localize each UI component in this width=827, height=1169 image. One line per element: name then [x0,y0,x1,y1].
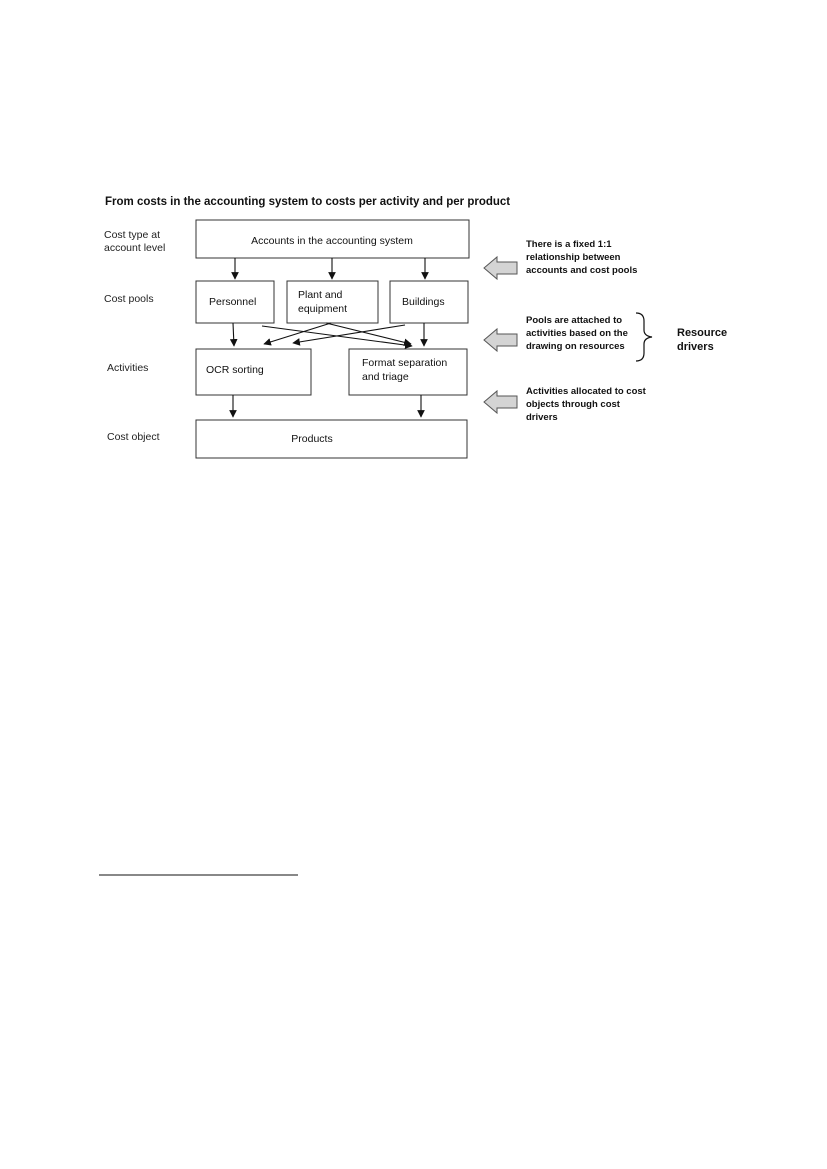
note-pools-line1: Pools are attached to [526,315,623,326]
note-activities-line2: objects through cost [526,399,620,410]
accounts-box-label: Accounts in the accounting system [251,235,413,247]
arrow-personnel-to-ocr [233,323,234,346]
resource-drivers-brace [636,313,652,361]
products-box-label: Products [291,433,333,445]
row-label-activities: Activities [107,362,149,374]
side-arrow-fixed [484,257,517,279]
arrow-buildings-to-ocr [293,325,405,343]
row-label-cost-pools: Cost pools [104,293,154,305]
note-activities-line1: Activities allocated to cost [526,386,646,397]
row-label-cost-type-line1: Cost type at [104,229,161,241]
diagram-title: From costs in the accounting system to costs per activity and per product [105,196,511,208]
ocr-sorting-label: OCR sorting [206,364,264,376]
row-label-cost-object: Cost object [107,431,160,443]
plant-equipment-label-line1: Plant and [298,289,343,301]
note-activities-line3: drivers [526,412,558,423]
row-label-cost-type-line2: account level [104,242,166,254]
side-arrow-activities [484,391,517,413]
format-separation-label-line2: and triage [362,371,409,383]
resource-drivers-label-line2: drivers [677,341,714,353]
note-pools-line2: activities based on the [526,328,628,339]
side-arrow-pools [484,329,517,351]
format-separation-label-line1: Format separation [362,357,448,369]
note-fixed-line1: There is a fixed 1:1 [526,239,612,250]
note-fixed-line2: relationship between [526,252,621,263]
personnel-box-label: Personnel [209,296,257,308]
resource-drivers-label-line1: Resource [677,327,728,339]
note-fixed-line3: accounts and cost pools [526,265,638,276]
plant-equipment-box [287,281,378,323]
note-pools-line3: drawing on resources [526,341,625,352]
plant-equipment-label-line2: equipment [298,303,348,315]
buildings-box-label: Buildings [402,296,445,308]
